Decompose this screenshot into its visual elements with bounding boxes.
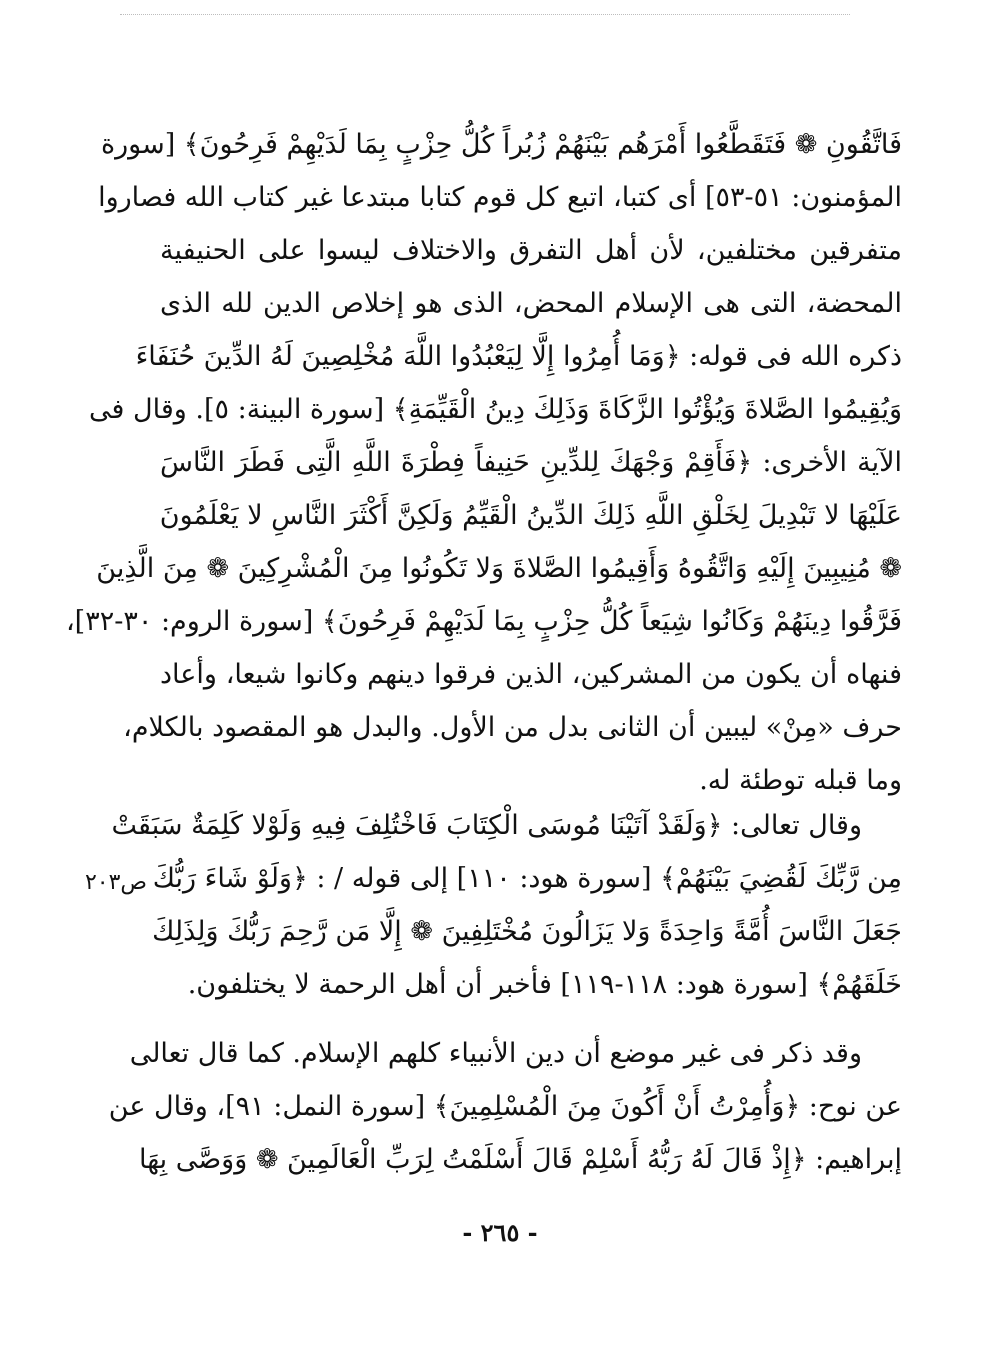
paragraph-line: حرف «مِنْ» ليبين أن الثانى بدل من الأول. والبدل هو المقصود بالكلام، bbox=[123, 712, 902, 743]
paragraph-line: إبراهيم: ﴿إِذْ قَالَ لَهُ رَبُّهُ أَسْلِمْ قَالَ أَسْلَمْتُ لِرَبِّ الْعَالَمِينَ ❁ وَوَصَّى بِهَا bbox=[138, 1144, 902, 1175]
paragraph-line: مِن رَّبِّكَ لَقُضِيَ بَيْنَهُمْ﴾ [سورة هود: ١١٠] إلى قوله / : ﴿وَلَوْ شَاءَ رَبُّكَ bbox=[152, 863, 902, 894]
paragraph-line: متفرقين مختلفين، لأن أهل التفرق والاختلاف ليسوا على الحنيفية bbox=[160, 235, 902, 266]
paragraph-line: وقد ذكر فى غير موضع أن دين الأنبياء كلهم الإسلام. كما قال تعالى bbox=[129, 1038, 862, 1069]
paragraph-line: فَرَّقُوا دِينَهُمْ وَكَانُوا شِيَعاً كُلُّ حِزْبٍ بِمَا لَدَيْهِمْ فَرِحُونَ﴾ [سورة الروم: ٣٠-٣٢]، bbox=[65, 606, 902, 637]
paragraph-line: ذكره الله فى قوله: ﴿وَمَا أُمِرُوا إِلَّا لِيَعْبُدُوا اللَّهَ مُخْلِصِينَ لَهُ الدِّينَ حُنَفَاءَ bbox=[135, 341, 902, 372]
paragraph-line: وَيُقِيمُوا الصَّلاةَ وَيُؤْتُوا الزَّكَاةَ وَذَلِكَ دِينُ الْقَيِّمَةِ﴾ [سورة البينة: ٥]. وقال فى bbox=[89, 394, 902, 425]
paragraph-line: الآية الأخرى: ﴿فَأَقِمْ وَجْهَكَ لِلدِّينِ حَنِيفاً فِطْرَةَ اللَّهِ الَّتِى فَطَرَ النَّاسَ bbox=[160, 447, 902, 478]
margin-page-reference: ص٢٠٣ bbox=[84, 870, 148, 895]
page-number: - ٢٦٥ - bbox=[462, 1218, 538, 1247]
paragraph-line: عَلَيْهَا لا تَبْدِيلَ لِخَلْقِ اللَّهِ ذَلِكَ الدِّينُ الْقَيِّمُ وَلَكِنَّ أَكْثَرَ النَّاسِ لا يَعْلَمُونَ bbox=[159, 500, 902, 531]
paragraph-line: وما قبله توطئة له. bbox=[699, 765, 902, 796]
paragraph-line: خَلَقَهُمْ﴾ [سورة هود: ١١٨-١١٩] فأخبر أن أهل الرحمة لا يختلفون. bbox=[187, 969, 902, 1000]
paragraph-line: ❁ مُنِيبِينَ إِلَيْهِ وَاتَّقُوهُ وَأَقِيمُوا الصَّلاةَ وَلا تَكُونُوا مِنَ الْمُشْرِكِينَ ❁ مِنَ الَّذِينَ bbox=[96, 553, 902, 584]
paragraph-line: المؤمنون: ٥١-٥٣] أى كتبا، اتبع كل قوم كتابا مبتدعا غير كتاب الله فصاروا bbox=[98, 182, 902, 213]
paragraph-line: جَعَلَ النَّاسَ أُمَّةً وَاحِدَةً وَلا يَزَالُونَ مُخْتَلِفِينَ ❁ إِلَّا مَن رَّحِمَ رَبُّكَ وَلِذَلِكَ bbox=[152, 916, 902, 947]
paragraph-line: فَاتَّقُونِ ❁ فَتَقَطَّعُوا أَمْرَهُم بَيْنَهُمْ زُبُراً كُلُّ حِزْبٍ بِمَا لَدَيْهِمْ فَرِحُونَ﴾ [سورة bbox=[100, 129, 902, 160]
paragraph-line: المحضة، التى هى الإسلام المحض، الذى هو إخلاص الدين لله الذى bbox=[160, 288, 902, 319]
paragraph-line: وقال تعالى: ﴿وَلَقَدْ آتَيْنَا مُوسَى الْكِتَابَ فَاخْتُلِفَ فِيهِ وَلَوْلا كَلِمَةٌ سَبَقَتْ bbox=[111, 810, 862, 841]
top-border-rule bbox=[120, 14, 850, 15]
paragraph-1 bbox=[65, 118, 902, 807]
paragraph-line: عن نوح: ﴿وَأُمِرْتُ أَنْ أَكُونَ مِنَ الْمُسْلِمِينَ﴾ [سورة النمل: ٩١]، وقال عن bbox=[108, 1091, 902, 1122]
paragraph-line: فنهاه أن يكون من المشركين، الذين فرقوا دينهم وكانوا شيعا، وأعاد bbox=[160, 659, 902, 690]
paragraph-3 bbox=[108, 1027, 902, 1186]
